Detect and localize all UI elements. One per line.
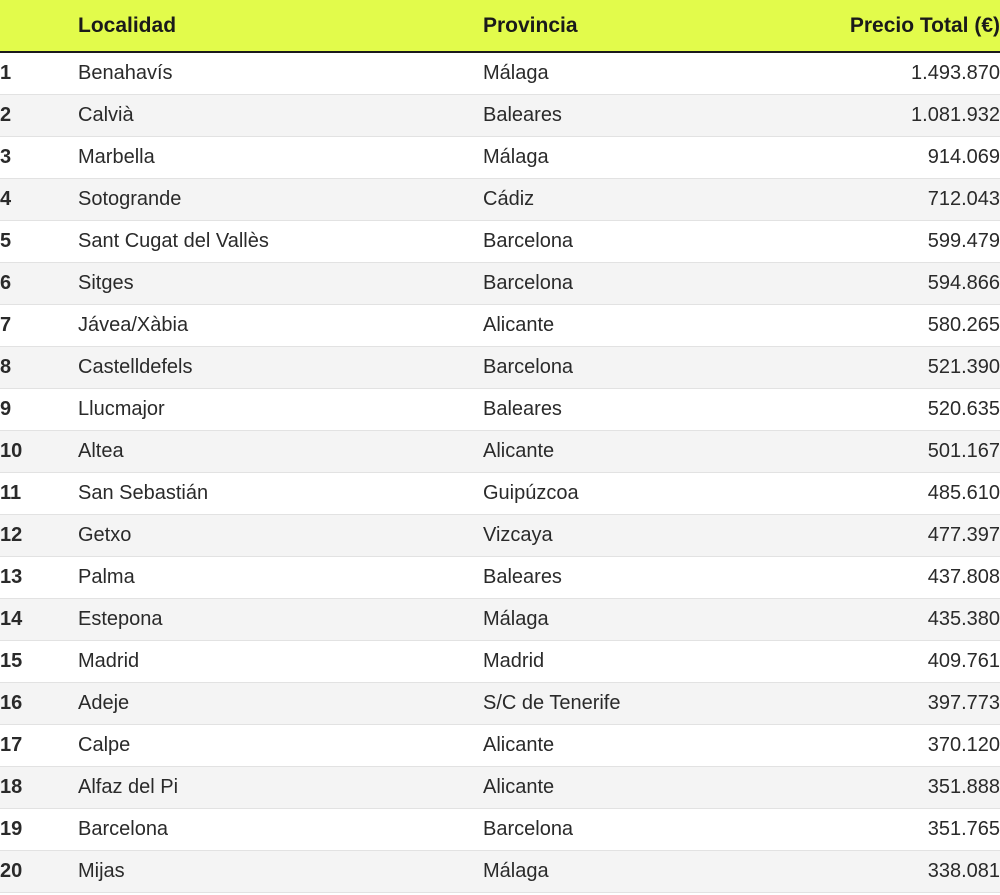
table-row <box>0 640 1000 682</box>
table-row <box>0 514 1000 556</box>
localidad-cell: Adeje <box>78 682 483 724</box>
header-row <box>0 0 1000 52</box>
table-row <box>0 388 1000 430</box>
provincia-cell: Málaga <box>483 52 783 94</box>
localidad-cell: Benahavís <box>78 52 483 94</box>
localidad-cell: Altea <box>78 430 483 472</box>
provincia-cell: Málaga <box>483 850 783 892</box>
localidad-cell: Mijas <box>78 850 483 892</box>
provincia-cell: Baleares <box>483 388 783 430</box>
header-rank <box>0 0 78 52</box>
table-row <box>0 262 1000 304</box>
provincia-cell: Cádiz <box>483 178 783 220</box>
precio-cell: 521.390 <box>783 346 1000 388</box>
rank-cell: 6 <box>0 262 78 304</box>
precio-cell: 1.493.870 <box>783 52 1000 94</box>
table-row <box>0 178 1000 220</box>
rank-cell: 20 <box>0 850 78 892</box>
rank-cell: 10 <box>0 430 78 472</box>
provincia-cell: Alicante <box>483 304 783 346</box>
rank-cell: 19 <box>0 808 78 850</box>
provincia-cell: Guipúzcoa <box>483 472 783 514</box>
table-row <box>0 682 1000 724</box>
rank-cell: 7 <box>0 304 78 346</box>
localidad-cell: Sant Cugat del Vallès <box>78 220 483 262</box>
precio-cell: 437.808 <box>783 556 1000 598</box>
precio-cell: 485.610 <box>783 472 1000 514</box>
localidad-cell: Jávea/Xàbia <box>78 304 483 346</box>
precio-cell: 594.866 <box>783 262 1000 304</box>
rank-cell: 15 <box>0 640 78 682</box>
provincia-cell: Barcelona <box>483 220 783 262</box>
rank-cell: 4 <box>0 178 78 220</box>
provincia-cell: Málaga <box>483 598 783 640</box>
header-provincia[interactable]: Provincia <box>483 0 783 52</box>
precio-cell: 351.888 <box>783 766 1000 808</box>
provincia-cell: Barcelona <box>483 346 783 388</box>
table-row <box>0 136 1000 178</box>
localidad-cell: Palma <box>78 556 483 598</box>
localidad-cell: Estepona <box>78 598 483 640</box>
table-row <box>0 850 1000 892</box>
precio-cell: 520.635 <box>783 388 1000 430</box>
localidad-cell: Marbella <box>78 136 483 178</box>
precio-cell: 351.765 <box>783 808 1000 850</box>
rank-cell: 11 <box>0 472 78 514</box>
localidad-cell: Llucmajor <box>78 388 483 430</box>
table-body <box>0 52 1000 892</box>
rank-cell: 17 <box>0 724 78 766</box>
precio-cell: 338.081 <box>783 850 1000 892</box>
table-row <box>0 766 1000 808</box>
provincia-cell: S/C de Tenerife <box>483 682 783 724</box>
table-row <box>0 94 1000 136</box>
table-row <box>0 220 1000 262</box>
table-row <box>0 724 1000 766</box>
rank-cell: 9 <box>0 388 78 430</box>
rank-cell: 16 <box>0 682 78 724</box>
precio-cell: 409.761 <box>783 640 1000 682</box>
table-row <box>0 808 1000 850</box>
precio-cell: 914.069 <box>783 136 1000 178</box>
precio-cell: 370.120 <box>783 724 1000 766</box>
localidad-cell: Getxo <box>78 514 483 556</box>
rank-cell: 13 <box>0 556 78 598</box>
precio-cell: 435.380 <box>783 598 1000 640</box>
localidad-cell: Barcelona <box>78 808 483 850</box>
table-row <box>0 556 1000 598</box>
precio-cell: 712.043 <box>783 178 1000 220</box>
rank-cell: 18 <box>0 766 78 808</box>
precio-cell: 477.397 <box>783 514 1000 556</box>
rank-cell: 12 <box>0 514 78 556</box>
precio-cell: 397.773 <box>783 682 1000 724</box>
table-row <box>0 472 1000 514</box>
table-row <box>0 598 1000 640</box>
precio-cell: 580.265 <box>783 304 1000 346</box>
precio-cell: 599.479 <box>783 220 1000 262</box>
table-row <box>0 52 1000 94</box>
table-header <box>0 0 1000 52</box>
provincia-cell: Vizcaya <box>483 514 783 556</box>
rank-cell: 2 <box>0 94 78 136</box>
rank-cell: 1 <box>0 52 78 94</box>
precio-cell: 501.167 <box>783 430 1000 472</box>
rank-cell: 8 <box>0 346 78 388</box>
provincia-cell: Málaga <box>483 136 783 178</box>
provincia-cell: Baleares <box>483 94 783 136</box>
rank-cell: 5 <box>0 220 78 262</box>
provincia-cell: Baleares <box>483 556 783 598</box>
localidad-cell: Madrid <box>78 640 483 682</box>
localidad-cell: San Sebastián <box>78 472 483 514</box>
header-precio[interactable]: Precio Total (€) <box>783 0 1000 52</box>
provincia-cell: Alicante <box>483 724 783 766</box>
table-row <box>0 430 1000 472</box>
provincia-cell: Alicante <box>483 430 783 472</box>
provincia-cell: Madrid <box>483 640 783 682</box>
header-localidad[interactable]: Localidad <box>78 0 483 52</box>
provincia-cell: Alicante <box>483 766 783 808</box>
localidad-cell: Calpe <box>78 724 483 766</box>
provincia-cell: Barcelona <box>483 808 783 850</box>
localidad-cell: Sitges <box>78 262 483 304</box>
table-row <box>0 304 1000 346</box>
precio-cell: 1.081.932 <box>783 94 1000 136</box>
rank-cell: 3 <box>0 136 78 178</box>
table-row <box>0 346 1000 388</box>
localidad-cell: Sotogrande <box>78 178 483 220</box>
localidad-cell: Calvià <box>78 94 483 136</box>
provincia-cell: Barcelona <box>483 262 783 304</box>
localidad-cell: Alfaz del Pi <box>78 766 483 808</box>
rank-cell: 14 <box>0 598 78 640</box>
localidad-cell: Castelldefels <box>78 346 483 388</box>
